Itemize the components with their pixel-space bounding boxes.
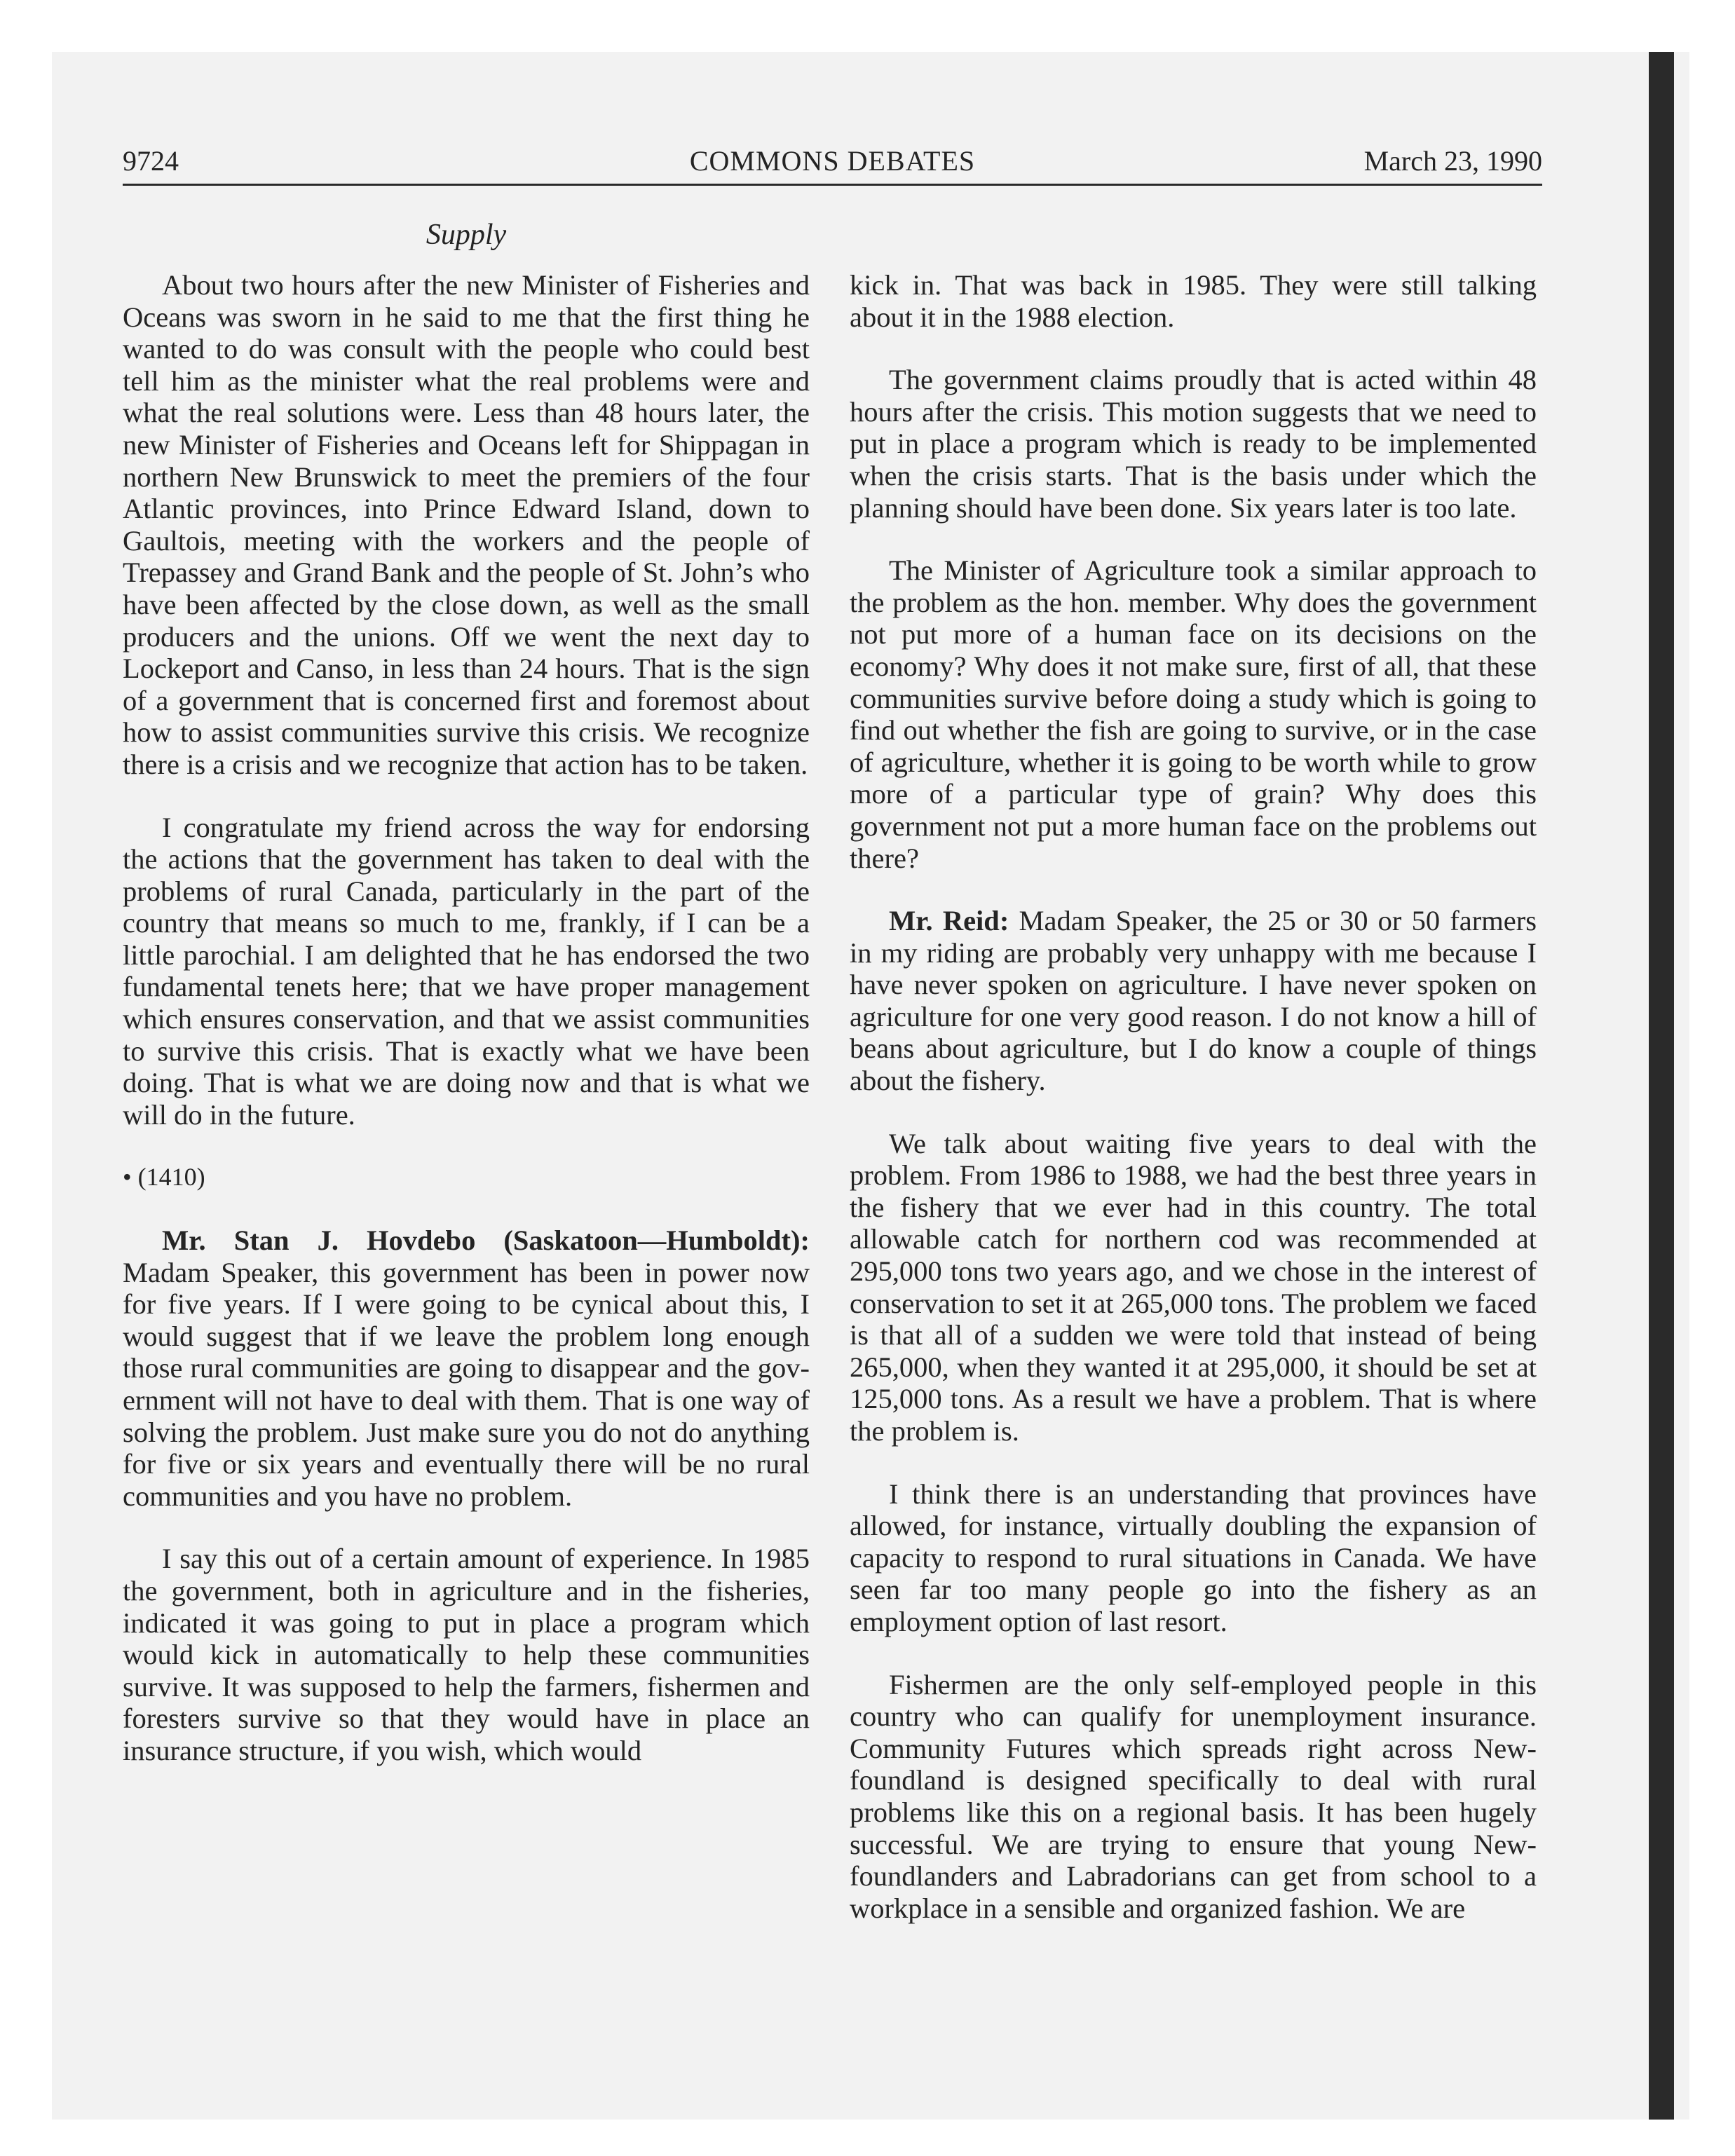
paragraph: The Minister of Agriculture took a similar approach to the problem as the hon. member. Why does the government not put more of a human face on its decisions on the economy? Why does it not make sure, first of all, that these communities survive before doing a study which is going to find out whether the fish are going to survive, or in the case of agriculture, whether it is going to be worth while to grow more of a particular type of grain? Why does this government not put a more human face on the problems out there?	[850, 554, 1537, 874]
speech-text: Madam Speaker, the 25 or 30 or 50 farmers in my riding are probably very unhappy with me because I have never spoken on agriculture. I have never spoken on agriculture for one very good reason. I do not know a hill of beans about agriculture, but I do know a couple of things about the fishery.	[850, 905, 1537, 1097]
paragraph: Fishermen are the only self-employed people in this country who can qualify for unemployment insurance. Community Futures which spreads right across Newfoundland is designed specifically to deal with rural problems like this on a regional basis. It has been hugely successful. We are trying to ensure that young Newfoundlanders and Labradorians can get from school to a workplace in a sensible and organized fashion. We are	[850, 1668, 1537, 1924]
paragraph: I say this out of a certain amount of experience. In 1985 the government, both in agriculture and in the fisheries, indicated it was going to put in place a program which would kick in automatically to help these communities survive. It was supposed to help the farmers, fishermen and foresters survive so that they would have in place an insurance structure, if you wish, which would	[123, 1543, 810, 1766]
section-title: Supply	[426, 219, 507, 251]
speaker-name: Mr. Stan J. Hovdebo (Saskatoon—Humboldt):	[162, 1224, 810, 1257]
paragraph: We talk about waiting five years to deal with the problem. From 1986 to 1988, we had the best three years in the fishery that we ever had in this country. The total allowable catch for northern cod was recommended at 295,000 tons two years ago, and we chose in the interest of conservation to set it at 265,000 tons. The problem we faced is that all of a sudden we were told that instead of being 265,000, when they wanted it at 295,000, it should be set at 125,000 tons. As a result we have a problem. That is where the problem is.	[850, 1127, 1537, 1447]
page-number: 9724	[123, 145, 179, 177]
header-rule	[123, 184, 1542, 186]
speech-text: Madam Speaker, this government has been in power now for five years. If I were going to be cynical about this, I would suggest that if we leave the problem long enough those rural communities are going to disappear and the government will not have to deal with them. That is one way of solving the problem. Just make sure you do not do anything for five or six years and eventually there will be no rural communities and you have no problem.	[123, 1256, 810, 1512]
scan-edge-bar	[1649, 52, 1674, 2120]
left-column	[123, 269, 810, 1798]
publication-title: COMMONS DEBATES	[689, 145, 976, 177]
speaker-name: Mr. Reid:	[889, 905, 1009, 937]
paragraph: I congratulate my friend across the way for endorsing the actions that the government has taken to deal with the problems of rural Canada, particularly in the part of the country that means so much to me, frankly, if I can be a little parochial. I am delighted that he has endorsed the two fundamental tenets here; that we have proper management which ensures conservation, and that we assist communities to survive this crisis. That is exactly what we have been doing. That is what we are doing now and that is what we will do in the future.	[123, 811, 810, 1131]
paragraph: The government claims proudly that is acted within 48 hours after the crisis. This motion suggests that we need to put in place a program which is ready to be implemented when the crisis starts. That is the basis under which the planning should have been done. Six years later is too late.	[850, 364, 1537, 524]
paragraph: kick in. That was back in 1985. They were still talking about it in the 1988 election.	[850, 269, 1537, 333]
time-marker: • (1410)	[123, 1163, 205, 1192]
speech-paragraph	[850, 905, 1537, 1097]
right-column	[850, 269, 1537, 1955]
speech-paragraph	[123, 1224, 810, 1512]
page-header	[123, 140, 1542, 182]
paragraph: About two hours after the new Minister of Fisheries and Oceans was sworn in he said to me that the first thing he wanted to do was consult with the people who could best tell him as the minister what the real problems were and what the real solutions were. Less than 48 hours later, the new Minister of Fisheries and Oceans left for Shippagan in northern New Brunswick to meet the premiers of the four Atlantic provinces, into Prince Edward Island, down to Gaultois, meeting with the workers and the people of Trepassey and Grand Bank and the people of St. John’s who have been affected by the close down, as well as the small producers and the unions. Off we went the next day to Lockeport and Canso, in less than 24 hours. That is the sign of a government that is concerned first and foremost about how to assist communities survive this crisis. We recognize there is a crisis and we recognize that action has to be taken.	[123, 269, 810, 780]
paragraph: I think there is an understanding that provinces have allowed, for instance, virtually doubling the expansion of capacity to respond to rural situations in Canada. We have seen far too many people go into the fishery as an employment option of last resort.	[850, 1478, 1537, 1637]
publication-date: March 23, 1990	[1363, 145, 1542, 177]
